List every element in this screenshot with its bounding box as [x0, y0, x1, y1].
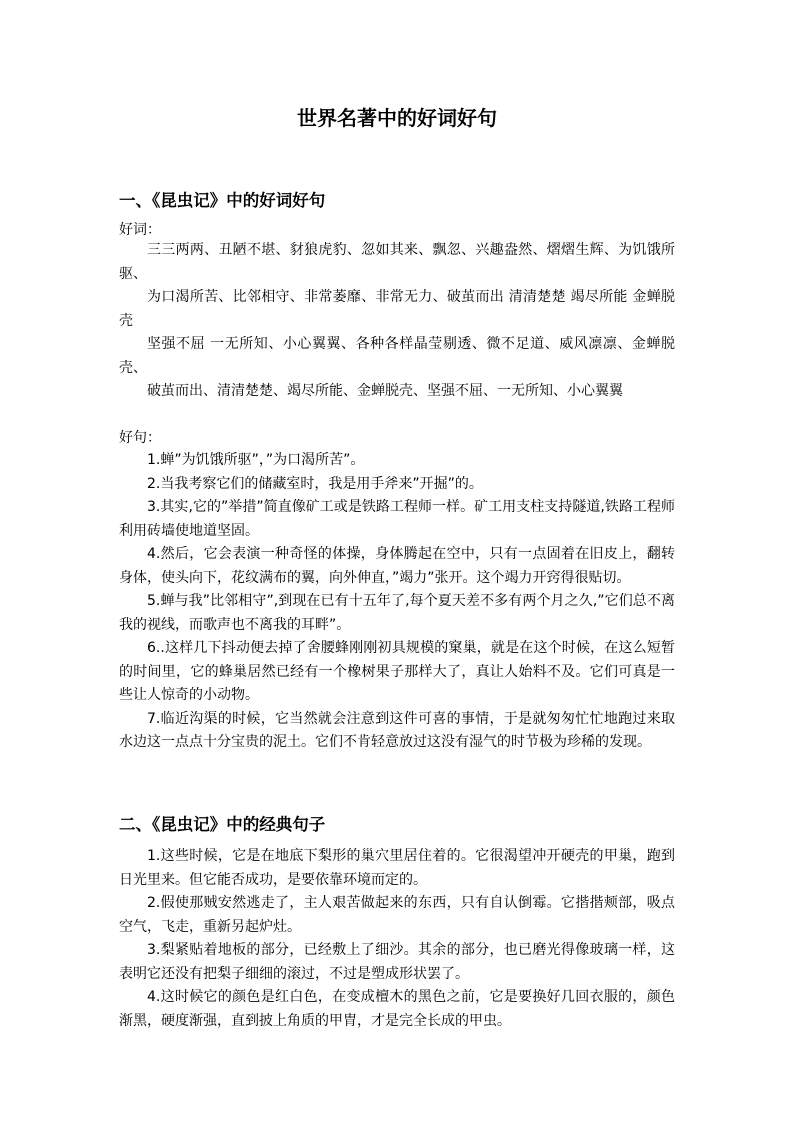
word-list-paragraph: 为口渴所苦、比邻相守、非常萎靡、非常无力、破茧而出 清清楚楚 竭尽所能 金蝉脱壳: [119, 289, 675, 329]
sentence-paragraph: 4.这时候它的颜色是红白色，在变成檀木的黑色之前，它是要换好几回衣服的，颜色渐黑，硬度渐强，直到披上角质的甲胄，才是完全长成的甲虫。: [119, 989, 675, 1029]
sentences-label: 好句：: [119, 430, 161, 446]
sentences-block: [119, 449, 675, 755]
sentence-paragraph: 6..这样几下抖动便去掉了舍腰蜂刚刚初具规模的窠巢，就是在这个时候，在这么短暂的时间里，它的蜂巢居然已经有一个橡树果子那样大了，真让人始料不及。它们可真是一些让人惊奇的小动物。: [119, 640, 675, 703]
sentence-paragraph: 2.当我考察它们的储藏室时，我是用手斧来”开掘”的。: [147, 475, 483, 492]
sentence-paragraph: 7.临近沟渠的时候，它当然就会注意到这件可喜的事情，于是就匆匆忙忙地跑过来取水边这一点点十分宝贵的泥土。它们不肯轻意放过这没有湿气的时节极为珍稀的发现。: [119, 710, 675, 750]
sentence-paragraph: 3.其实,它的”举措”简直像矿工或是铁路工程师一样。矿工用支柱支持隧道,铁路工程师利用砖墙使地道坚固。: [119, 499, 675, 539]
sentence-paragraph: 3.梨紧贴着地板的部分，已经敷上了细沙。其余的部分，也已磨光得像玻璃一样，这表明它还没有把梨子细细的滚过，不过是塑成形状罢了。: [119, 942, 675, 982]
word-list-paragraph: 三三两两、丑陋不堪、豺狼虎豹、忽如其来、飘忽、兴趣盎然、熠熠生辉、为饥饿所驱、: [119, 242, 675, 282]
sentence-paragraph: 2.假使那贼安然逃走了，主人艰苦做起来的东西，只有自认倒霉。它揩揩颊部，吸点空气，飞走，重新另起炉灶。: [119, 895, 675, 935]
sentence-paragraph: 1.这些时候，它是在地底下梨形的巢穴里居住着的。它很渴望冲开硬壳的甲巢，跑到日光里来。但它能否成功，是要依靠环境而定的。: [119, 848, 675, 888]
classic-sentences-block: [119, 845, 675, 1033]
document-title: 世界名著中的好词好句: [297, 106, 497, 130]
sentence-paragraph: 5.蝉与我”比邻相守”,到现在已有十五年了,每个夏天差不多有两个月之久,”它们总不离我的视线，而歌声也不离我的耳畔”。: [119, 593, 675, 633]
words-block: [119, 239, 675, 404]
words-label: 好词：: [119, 222, 161, 238]
sentence-paragraph: 1.蝉”为饥饿所驱”，”为口渴所苦”。: [147, 452, 365, 468]
section2-heading: 二、《昆虫记》中的经典句子: [119, 815, 326, 834]
word-list-paragraph: 破茧而出、清清楚楚、竭尽所能、金蝉脱壳、坚强不屈、一无所知、小心翼翼: [147, 383, 623, 399]
section1-heading: 一、《昆虫记》中的好词好句: [119, 191, 326, 210]
sentence-paragraph: 4.然后，它会表演一种奇怪的体操，身体腾起在空中，只有一点固着在旧皮上，翻转身体，使头向下，花纹满布的翼，向外伸直，”竭力”张开。这个竭力开窍得很贴切。: [119, 546, 675, 586]
word-list-paragraph: 坚强不屈 一无所知、小心翼翼、各种各样晶莹剔透、微不足道、威风凛凛、金蝉脱壳、: [119, 336, 675, 376]
